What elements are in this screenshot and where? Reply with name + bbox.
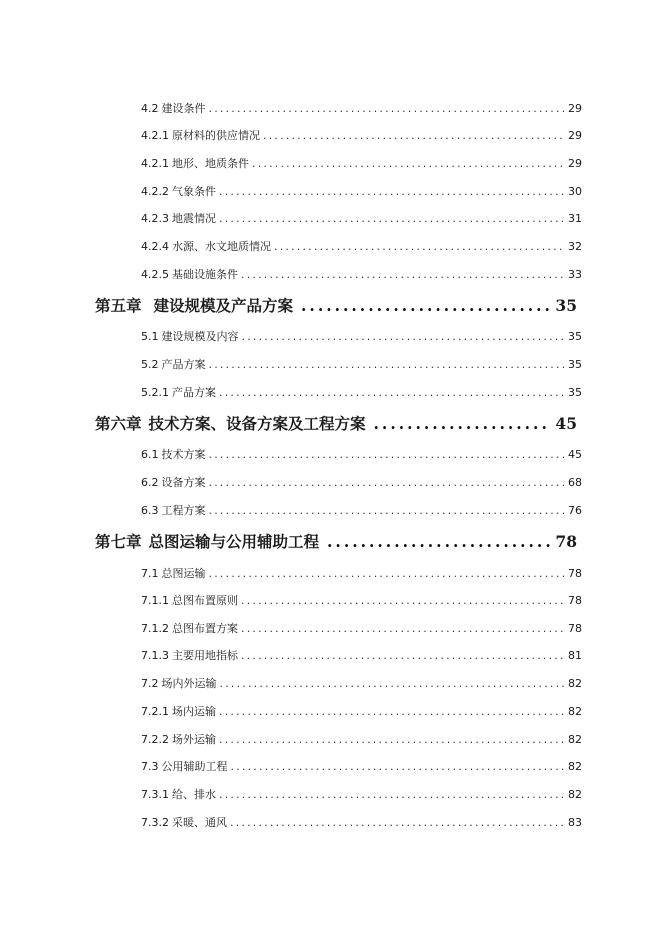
toc-entry-title: 主要用地指标 xyxy=(172,649,238,662)
toc-entry-7-1[interactable] xyxy=(141,566,582,582)
toc-entry-4-2[interactable] xyxy=(141,101,582,117)
dot-leader xyxy=(209,566,566,582)
toc-entry-6-1[interactable] xyxy=(141,447,582,463)
toc-entry-page: 30 xyxy=(568,185,582,198)
toc-entry-title: 公用辅助工程 xyxy=(161,760,228,773)
toc-entry-number: 7.3.1 xyxy=(141,788,169,801)
toc-entry-7-2-2[interactable] xyxy=(141,732,582,748)
toc-entry-7-3[interactable] xyxy=(141,759,582,775)
toc-entry-5-2[interactable] xyxy=(141,357,582,373)
toc-entry-number: 7.3.2 xyxy=(141,816,169,829)
toc-entry-title: 水源、水文地质情况 xyxy=(172,240,271,253)
toc-entry-page: 35 xyxy=(568,386,582,399)
toc-entry-page: 33 xyxy=(568,268,582,281)
toc-entry-page: 83 xyxy=(568,816,582,829)
toc-entry-page: 82 xyxy=(568,677,582,690)
toc-entry-number: 7.1 xyxy=(141,567,159,580)
toc-entry-title: 气象条件 xyxy=(172,185,216,198)
toc-entry-page: 29 xyxy=(568,102,582,115)
toc-entry-7-1-2[interactable] xyxy=(141,621,582,637)
chapter-number: 第六章 xyxy=(95,414,142,433)
toc-entry-page: 29 xyxy=(568,129,582,142)
dot-leader xyxy=(209,503,566,519)
toc-entry-title: 总图布置方案 xyxy=(172,622,238,635)
toc-entry-title: 采暖、通风 xyxy=(172,816,227,829)
toc-entry-6-2[interactable] xyxy=(141,475,582,491)
toc-entry-4-2-1-materials[interactable] xyxy=(141,128,582,144)
toc-entry-title: 总图布置原则 xyxy=(172,594,238,607)
toc-entry-4-2-5[interactable] xyxy=(141,267,582,283)
toc-entry-page: 78 xyxy=(568,594,582,607)
toc-entry-page: 81 xyxy=(568,649,582,662)
dot-leader xyxy=(231,759,566,775)
chapter-page: 35 xyxy=(555,296,577,315)
chapter-number: 第七章 xyxy=(95,532,142,551)
toc-entry-title: 地震情况 xyxy=(172,212,216,225)
dot-leader xyxy=(327,530,551,554)
toc-entry-number: 7.2.1 xyxy=(141,705,169,718)
toc-entry-number: 7.3 xyxy=(141,760,159,773)
toc-entry-4-2-2[interactable] xyxy=(141,184,582,200)
toc-entry-page: 35 xyxy=(568,330,582,343)
chapter-page: 78 xyxy=(555,532,577,551)
toc-entry-number: 6.2 xyxy=(141,476,159,489)
toc-entry-4-2-3[interactable] xyxy=(141,211,582,227)
toc-entry-number: 4.2 xyxy=(141,102,159,115)
dot-leader xyxy=(209,447,566,463)
toc-entry-7-2-1[interactable] xyxy=(141,704,582,720)
chapter-title: 总图运输与公用辅助工程 xyxy=(148,532,320,551)
toc-entry-number: 7.2 xyxy=(141,677,159,690)
toc-entry-number: 7.1.3 xyxy=(141,649,169,662)
toc-entry-number: 4.2.4 xyxy=(141,240,169,253)
dot-leader xyxy=(241,267,565,283)
dot-leader xyxy=(219,787,565,803)
toc-entry-5-1[interactable] xyxy=(141,329,582,345)
toc-entry-4-2-1-terrain[interactable] xyxy=(141,156,582,172)
toc-entry-title: 产品方案 xyxy=(172,386,216,399)
chapter-number: 第五章 xyxy=(95,296,142,315)
toc-chapter-7[interactable] xyxy=(95,530,577,554)
toc-entry-7-3-1[interactable] xyxy=(141,787,582,803)
toc-entry-number: 5.2.1 xyxy=(141,386,169,399)
dot-leader xyxy=(219,211,565,227)
toc-entry-7-2[interactable] xyxy=(141,676,582,692)
dot-leader xyxy=(219,184,565,200)
toc-entry-page: 31 xyxy=(568,212,582,225)
toc-entry-number: 5.1 xyxy=(141,330,159,343)
toc-entry-title: 给、排水 xyxy=(172,788,216,801)
toc-entry-7-1-1[interactable] xyxy=(141,593,582,609)
dot-leader xyxy=(241,648,565,664)
toc-entry-page: 82 xyxy=(568,733,582,746)
dot-leader xyxy=(220,676,566,692)
toc-entry-title: 原材料的供应情况 xyxy=(172,129,260,142)
toc-entry-title: 场内外运输 xyxy=(161,677,217,690)
dot-leader xyxy=(241,621,565,637)
toc-entry-7-1-3[interactable] xyxy=(141,648,582,664)
dot-leader xyxy=(242,329,566,345)
toc-entry-title: 地形、地质条件 xyxy=(172,157,249,170)
toc-entry-number: 4.2.2 xyxy=(141,185,169,198)
toc-entry-page: 78 xyxy=(568,567,582,580)
toc-entry-title: 产品方案 xyxy=(161,358,206,371)
chapter-title: 建设规模及产品方案 xyxy=(153,296,294,315)
toc-entry-page: 68 xyxy=(568,476,582,489)
toc-entry-number: 4.2.5 xyxy=(141,268,169,281)
toc-entry-page: 76 xyxy=(568,504,582,517)
toc-entry-number: 5.2 xyxy=(141,358,159,371)
toc-entry-page: 32 xyxy=(568,240,582,253)
toc-entry-number: 4.2.1 xyxy=(141,129,169,142)
toc-entry-title: 建设规模及内容 xyxy=(161,330,239,343)
toc-entry-page: 35 xyxy=(568,358,582,371)
dot-leader xyxy=(230,815,565,831)
chapter-page: 45 xyxy=(555,414,577,433)
toc-entry-page: 82 xyxy=(568,760,582,773)
toc-entry-number: 6.3 xyxy=(141,504,159,517)
dot-leader xyxy=(252,156,565,172)
dot-leader xyxy=(209,357,566,373)
toc-entry-page: 45 xyxy=(568,448,582,461)
toc-entry-number: 7.1.1 xyxy=(141,594,169,607)
toc-entry-5-2-1[interactable] xyxy=(141,385,582,401)
dot-leader xyxy=(219,385,565,401)
toc-entry-4-2-4[interactable] xyxy=(141,239,582,255)
toc-entry-title: 场内运输 xyxy=(172,705,216,718)
toc-chapter-6[interactable] xyxy=(95,412,577,436)
toc-entry-7-3-2[interactable] xyxy=(141,815,582,831)
toc-entry-title: 总图运输 xyxy=(161,567,206,580)
toc-entry-number: 4.2.3 xyxy=(141,212,169,225)
toc-chapter-5[interactable] xyxy=(95,294,577,318)
toc-entry-page: 29 xyxy=(568,157,582,170)
dot-leader xyxy=(301,294,551,318)
dot-leader xyxy=(263,128,565,144)
toc-entry-title: 场外运输 xyxy=(172,733,216,746)
toc-entry-title: 建设条件 xyxy=(161,102,206,115)
toc-entry-title: 工程方案 xyxy=(161,504,206,517)
dot-leader xyxy=(219,704,565,720)
toc-entry-number: 4.2.1 xyxy=(141,157,169,170)
toc-entry-page: 78 xyxy=(568,622,582,635)
dot-leader xyxy=(274,239,565,255)
toc-entry-6-3[interactable] xyxy=(141,503,582,519)
toc-entry-page: 82 xyxy=(568,705,582,718)
toc-entry-title: 技术方案 xyxy=(161,448,206,461)
toc-entry-page: 82 xyxy=(568,788,582,801)
dot-leader xyxy=(241,593,565,609)
toc-entry-title: 设备方案 xyxy=(161,476,206,489)
toc-entry-number: 6.1 xyxy=(141,448,159,461)
dot-leader xyxy=(219,732,565,748)
dot-leader xyxy=(374,412,552,436)
toc-entry-title: 基础设施条件 xyxy=(172,268,238,281)
dot-leader xyxy=(209,475,566,491)
toc-entry-number: 7.1.2 xyxy=(141,622,169,635)
toc-entry-number: 7.2.2 xyxy=(141,733,169,746)
chapter-title: 技术方案、设备方案及工程方案 xyxy=(148,414,366,433)
dot-leader xyxy=(209,101,566,117)
